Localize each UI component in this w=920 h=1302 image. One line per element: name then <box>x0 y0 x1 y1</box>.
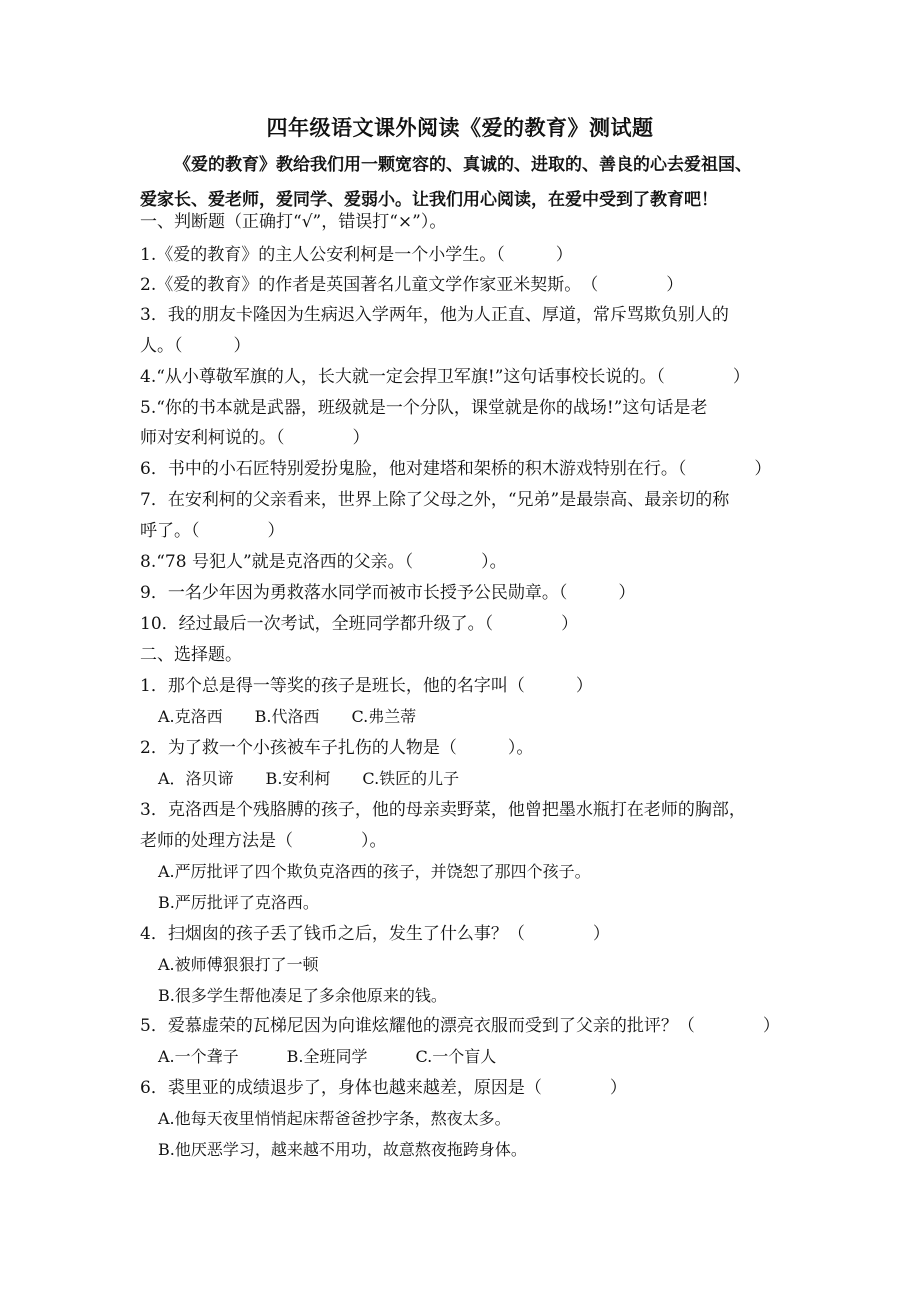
choice-option-6b: B.他厌恶学习，越来越不用功，故意熬夜拖跨身体。 <box>158 1140 527 1159</box>
page-title: 四年级语文课外阅读《爱的教育》测试题 <box>266 115 654 140</box>
choice-question-3-cont: 老师的处理方法是（ ）。 <box>140 831 387 851</box>
section2-heading: 二、选择题。 <box>140 645 242 665</box>
choice-option-4a: A.被师傅狠狠打了一顿 <box>158 955 319 974</box>
judge-question-3: 3．我的朋友卡隆因为生病迟入学两年，他为人正直、厚道，常斥骂欺负别人的 <box>140 305 729 325</box>
choice-option-3b: B.严厉批评了克洛西。 <box>158 893 319 912</box>
judge-question-10: 10．经过最后一次考试，全班同学都升级了。（ ） <box>140 614 579 634</box>
judge-question-9: 9．一名少年因为勇救落水同学而被市长授予公民勋章。（ ） <box>140 583 636 603</box>
choice-question-5: 5．爱慕虚荣的瓦梯尼因为向谁炫耀他的漂亮衣服而受到了父亲的批评？（ ） <box>140 1016 780 1036</box>
choice-question-2: 2．为了救一个小孩被车子扎伤的人物是（ ）。 <box>140 738 534 758</box>
choice-options-5: A.一个聋子 B.全班同学 C.一个盲人 <box>158 1047 497 1066</box>
judge-question-8: 8.“78 号犯人”就是克洛西的父亲。（ ）。 <box>140 552 507 572</box>
choice-option-3a: A.严厉批评了四个欺负克洛西的孩子，并饶恕了那四个孩子。 <box>158 862 591 881</box>
judge-question-7: 7．在安利柯的父亲看来，世界上除了父母之外，“兄弟”是最崇高、最亲切的称 <box>140 490 730 510</box>
choice-question-3: 3．克洛西是个残胳膊的孩子，他的母亲卖野菜，他曾把墨水瓶打在老师的胸部， <box>140 800 746 820</box>
judge-question-1: 1.《爱的教育》的主人公安利柯是一个小学生。（ ） <box>140 245 573 265</box>
intro-paragraph <box>140 148 800 218</box>
judge-question-4: 4.“从小尊敬军旗的人，长大就一定会捍卫军旗!”这句话事校长说的。（ ） <box>140 367 750 387</box>
judge-question-2: 2.《爱的教育》的作者是英国著名儿童文学作家亚米契斯。 （ ） <box>140 275 684 295</box>
choice-question-4: 4．扫烟囱的孩子丢了钱币之后，发生了什么事？（ ） <box>140 924 610 944</box>
intro-line: 《爱的教育》教给我们用一颗宽容的、真诚的、进取的、善良的心去爱祖国、 <box>174 155 752 175</box>
choice-question-6: 6．裘里亚的成绩退步了，身体也越来越差，原因是（ ） <box>140 1078 627 1098</box>
choice-options-2: A．洛贝谛 B.安利柯 C.铁匠的儿子 <box>158 769 460 788</box>
judge-question-5-cont: 师对安利柯说的。（ ） <box>140 428 370 448</box>
judge-question-3-cont: 人。（ ） <box>140 336 251 356</box>
section1-heading: 一、判断题（正确打“√”，错误打“×”）。 <box>140 212 447 232</box>
judge-question-6: 6．书中的小石匠特别爱扮鬼脸，他对建塔和架桥的积木游戏特别在行。（ ） <box>140 459 772 479</box>
choice-option-4b: B.很多学生帮他凑足了多余他原来的钱。 <box>158 986 447 1005</box>
choice-options-1: A.克洛西 B.代洛西 C.弗兰蒂 <box>158 707 417 726</box>
judge-question-7-cont: 呼了。（ ） <box>140 521 285 541</box>
intro-line: 爱家长、爱老师，爱同学、爱弱小。让我们用心阅读，在爱中受到了教育吧！ <box>140 190 718 210</box>
choice-question-1: 1．那个总是得一等奖的孩子是班长，他的名字叫（ ） <box>140 676 593 696</box>
choice-option-6a: A.他每天夜里悄悄起床帮爸爸抄字条，熬夜太多。 <box>158 1109 511 1128</box>
judge-question-5: 5.“你的书本就是武器，班级就是一个分队，课堂就是你的战场!”这句话是老 <box>140 398 708 418</box>
